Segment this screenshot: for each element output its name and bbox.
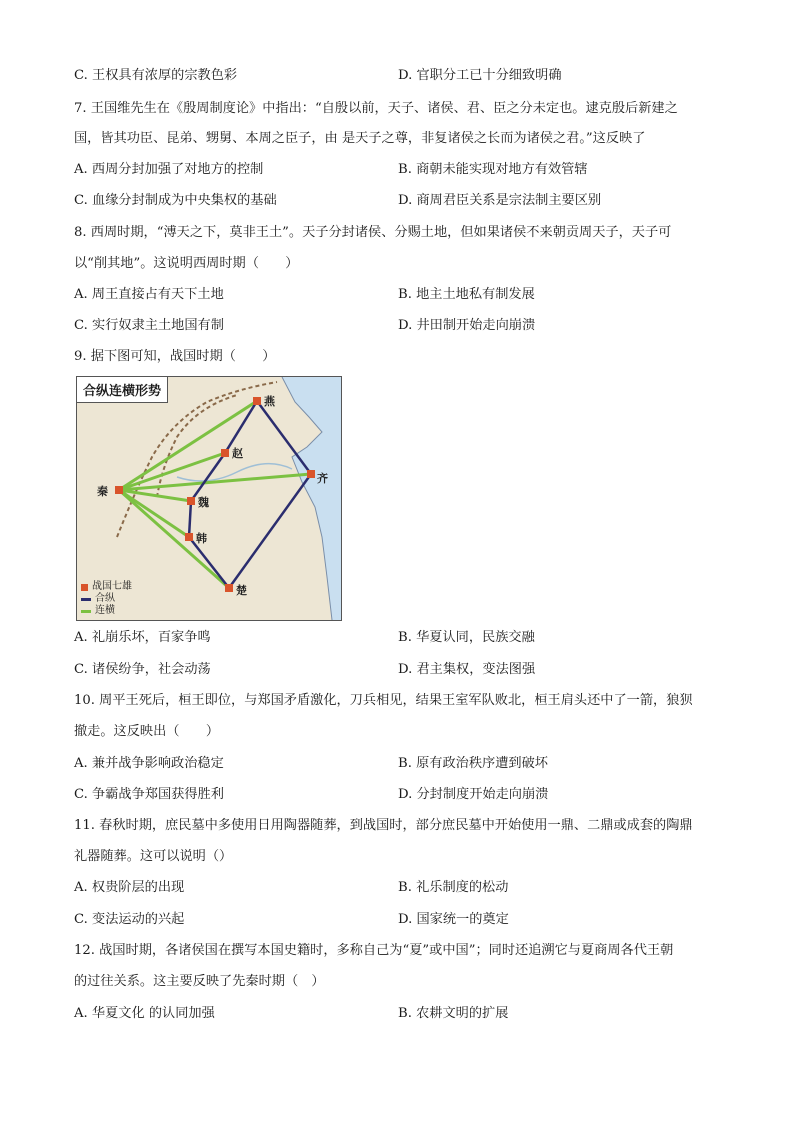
legend-row-hezong	[81, 593, 132, 605]
marker-qin	[115, 486, 123, 494]
q8-option-c: C. 实行奴隶主土地国有制	[74, 318, 224, 333]
marker-qi	[307, 470, 315, 478]
state-label-yan: 燕	[264, 395, 275, 408]
map-title: 合纵连横形势	[77, 377, 168, 403]
q9-option-c: C. 诸侯纷争，社会动荡	[74, 662, 211, 677]
q6-option-c: C. 王权具有浓厚的宗教色彩	[74, 68, 238, 83]
legend-marker-icon	[81, 584, 88, 591]
q12-stem-line2: 的过往关系。这主要反映了先秦时期（ ）	[74, 974, 325, 989]
q7-option-b: B. 商朝未能实现对地方有效管辖	[398, 162, 588, 177]
q9-option-d: D. 君主集权，变法图强	[398, 662, 536, 677]
q7-option-d: D. 商周君臣关系是宗法制主要区别	[398, 193, 602, 208]
q12-stem-line1: 12. 战国时期，各诸侯国在撰写本国史籍时，多称自己为“夏”或中国”；同时还追溯它与夏商周各代王朝	[74, 943, 674, 958]
state-label-han: 韩	[196, 532, 207, 545]
q11-option-a: A. 权贵阶层的出现	[74, 880, 185, 895]
marker-chu	[225, 584, 233, 592]
legend-row-lianheng	[81, 605, 132, 617]
q11-option-d: D. 国家统一的奠定	[398, 912, 509, 927]
q12-option-b: B. 农耕文明的扩展	[398, 1006, 509, 1021]
q10-option-d: D. 分封制度开始走向崩溃	[398, 787, 549, 802]
q9-option-a: A. 礼崩乐坏，百家争鸣	[74, 630, 211, 645]
state-label-wei: 魏	[198, 496, 209, 509]
q10-stem-line2: 撤走。这反映出（ ）	[74, 724, 220, 739]
q11-stem-line1: 11. 春秋时期，庶民墓中多使用日用陶器随葬，到战国时，部分庶民墓中开始使用一鼎、二鼎或成套的陶鼎	[74, 818, 693, 833]
q12-option-a: A. 华夏文化 的认同加强	[74, 1006, 215, 1021]
legend-label-seven: 战国七雄	[92, 581, 132, 592]
marker-wei	[187, 497, 195, 505]
q8-option-a: A. 周王直接占有天下土地	[74, 287, 224, 302]
marker-han	[185, 533, 193, 541]
q8-option-d: D. 井田制开始走向崩溃	[398, 318, 536, 333]
q6-option-d: D. 官职分工已十分细致明确	[398, 68, 562, 83]
q8-stem-line1: 8. 西周时期，“溥天之下，莫非王土”。天子分封诸侯、分赐土地，但如果诸侯不来朝贡周天子，天子可	[74, 225, 672, 240]
q8-option-b: B. 地主土地私有制发展	[398, 287, 535, 302]
map-legend	[81, 581, 132, 617]
q7-option-c: C. 血缘分封制成为中央集权的基础	[74, 193, 277, 208]
state-label-qi: 齐	[317, 472, 328, 485]
state-label-zhao: 赵	[232, 447, 243, 460]
q10-stem-line1: 10. 周平王死后，桓王即位，与郑国矛盾激化，刀兵相见，结果王室军队败北，桓王肩头还中了一箭，狼狈	[74, 693, 693, 708]
q10-option-b: B. 原有政治秩序遭到破坏	[398, 756, 548, 771]
q11-stem-line2: 礼器随葬。这可以说明（）	[74, 849, 233, 864]
legend-label-hezong: 合纵	[95, 593, 115, 604]
legend-hezong-line-icon	[81, 598, 91, 601]
q7-stem-line2: 国，皆其功臣、昆弟、甥舅、本周之臣子，由 是天子之尊，非复诸侯之长而为诸侯之君。”这反映了	[74, 131, 646, 146]
q7-option-a: A. 西周分封加强了对地方的控制	[74, 162, 264, 177]
state-label-chu: 楚	[236, 584, 247, 597]
q8-stem-line2: 以“削其地”。这说明西周时期（ ）	[74, 256, 299, 271]
q10-option-a: A. 兼并战争影响政治稳定	[74, 756, 224, 771]
legend-lianheng-line-icon	[81, 610, 91, 613]
q7-stem-line1: 7. 王国维先生在《殷周制度论》中指出：“自殷以前，天子、诸侯、君、臣之分未定也。逮克殷后新建之	[74, 101, 678, 116]
q9-stem: 9. 据下图可知，战国时期（ ）	[74, 349, 276, 364]
marker-yan	[253, 397, 261, 405]
legend-row-seven	[81, 581, 132, 593]
alliance-map	[76, 376, 342, 621]
q10-option-c: C. 争霸战争郑国获得胜利	[74, 787, 224, 802]
q11-option-b: B. 礼乐制度的松动	[398, 880, 509, 895]
legend-label-lianheng: 连横	[95, 605, 115, 616]
q9-option-b: B. 华夏认同，民族交融	[398, 630, 535, 645]
marker-zhao	[221, 449, 229, 457]
state-label-qin: 秦	[97, 485, 108, 498]
q11-option-c: C. 变法运动的兴起	[74, 912, 185, 927]
